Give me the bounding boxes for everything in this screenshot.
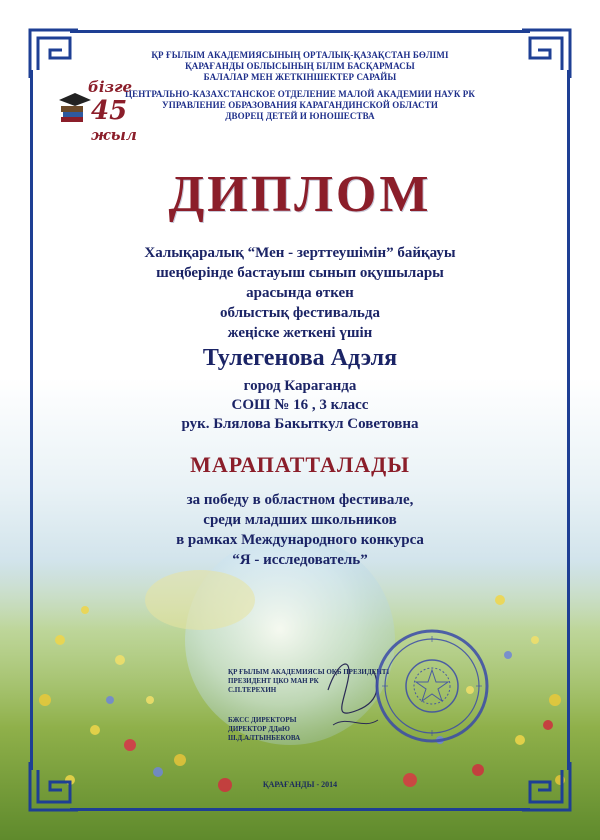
recipient-school: СОШ № 16 , 3 класс xyxy=(231,397,369,413)
frame-bottom-line xyxy=(70,808,530,811)
signature-block-2 xyxy=(228,716,300,743)
signature-2-role-2: ДИРЕКТОР ДДиЮ xyxy=(228,725,290,733)
diploma-title: ДИПЛОМ xyxy=(168,166,432,223)
logo-bottom-word: жыл xyxy=(91,126,137,144)
signature-1-name: С.П.ТЕРЕХИН xyxy=(228,686,277,694)
reason-line-1: Халықаралық “Мен - зерттеушімін” байқауы xyxy=(144,245,456,261)
reason-line-2: шеңберінде бастауыш сынып оқушылары xyxy=(156,265,444,281)
signature-2-name: Ш.Д.АЛТЫНБЕКОВА xyxy=(228,734,301,742)
signature-1-role-2: ПРЕЗИДЕНТ ЦКО МАН РК xyxy=(228,677,319,685)
signature-1-role-1: ҚР ҒЫЛЫМ АКАДЕМИЯСЫ ОҚБ ПРЕЗИДЕНТІ xyxy=(228,668,390,676)
header-ru-line-3: ДВОРЕЦ ДЕТЕЙ И ЮНОШЕСТВА xyxy=(225,111,375,121)
signature-2-role-1: БЖСС ДИРЕКТОРЫ xyxy=(228,716,297,724)
recipient-name: Тулегенова Адэля xyxy=(202,345,398,371)
recipient-city: город Караганда xyxy=(243,378,357,394)
reason-line-4: облыстық фестивальда xyxy=(220,305,380,321)
footer-place-year: ҚАРАҒАНДЫ - 2014 xyxy=(262,780,338,789)
frame-top-line xyxy=(70,30,530,33)
header-kz-line-1: ҚР ҒЫЛЫМ АКАДЕМИЯСЫНЫҢ ОРТАЛЫҚ-ҚАЗАҚСТАН БӨЛІМІ xyxy=(151,50,449,60)
logo-top-word: бізге xyxy=(88,78,133,96)
header-ru-line-2: УПРАВЛЕНИЕ ОБРАЗОВАНИЯ КАРАГАНДИНСКОЙ ОБЛАСТИ xyxy=(162,100,438,110)
official-seal-icon xyxy=(374,628,490,744)
award-text-line-4: “Я - исследователь” xyxy=(232,552,368,568)
award-text-line-2: среди младших школьников xyxy=(203,512,397,528)
anniversary-logo xyxy=(55,78,145,146)
header-ru-line-1: ЦЕНТРАЛЬНО-КАЗАХСТАНСКОЕ ОТДЕЛЕНИЕ МАЛОЙ АКАДЕМИИ НАУК РК xyxy=(124,89,476,99)
award-text-line-1: за победу в областном фестивале, xyxy=(186,492,414,508)
recipient-supervisor: рук. Блялова Бакыткул Советовна xyxy=(181,416,419,432)
reason-line-5: жеңіске жеткені үшін xyxy=(227,325,373,341)
reason-line-3: арасында өткен xyxy=(246,285,354,301)
award-heading: МАРАПАТТАЛАДЫ xyxy=(190,452,410,477)
header-kz-line-3: БАЛАЛАР МЕН ЖЕТКІНШЕКТЕР САРАЙЫ xyxy=(203,72,397,82)
logo-number: 45 xyxy=(91,96,128,126)
header-kz-line-2: ҚАРАҒАНДЫ ОБЛЫСЫНЫҢ БІЛІМ БАСҚАРМАСЫ xyxy=(185,61,415,71)
award-text-line-3: в рамках Международного конкурса xyxy=(176,532,424,548)
